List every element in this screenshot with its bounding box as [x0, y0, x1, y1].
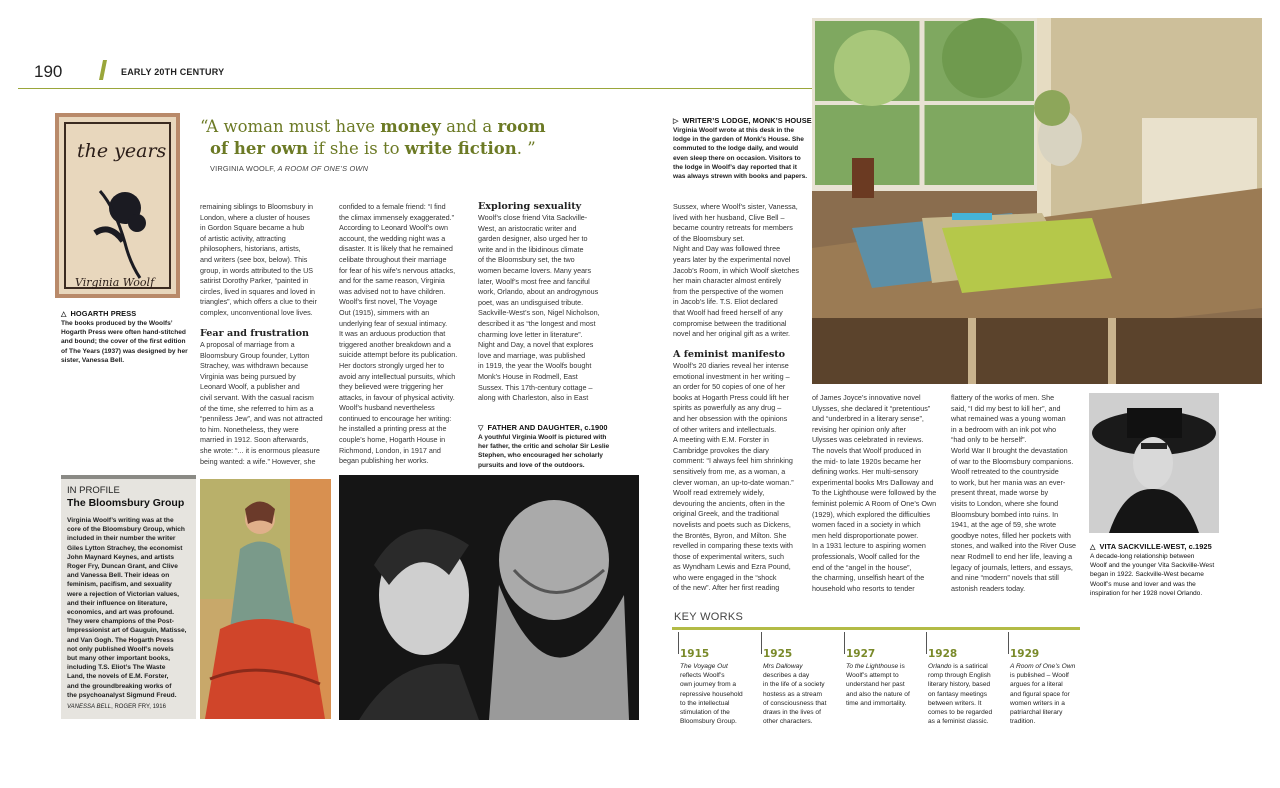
vanessa-bell-painting	[200, 479, 331, 719]
kw-item-1929: A Room of One’s Own is published – Woolf argues for a literal and figural space for women writers in a patriarchal literary tradition.	[1010, 663, 1076, 726]
cover-title: the years	[77, 140, 167, 162]
triangle-right-icon: ▷	[673, 118, 679, 125]
col6-text: flattery of the works of men. She said, “I did my best to kill her”, and what remained was a young woman in a bedroom with an ink pot who “had only to be herself”. World War II brought the devastation of war to the Bloomsbury companions. Woolf retreated to the countryside to work, but her mania was an ever- present threat, made worse by visits to London, where she found Bloomsbury bombed into ruins. In 1941, at the age of 59, she wrote goodbye notes, filled her pockets with stones, and walked into the River Ouse near Rodmell to end her life, leaving a legacy of journals, letters, and essays, and nine “modern” novels that still astonish readers today.	[951, 393, 1077, 593]
kw-item-1928: Orlando is a satirical romp through English literary history, based on fantasy meetings between writers. It comes to be regarded as a feminist classic.	[928, 663, 993, 726]
father-and-daughter-photo	[339, 475, 639, 720]
col5-text: of James Joyce’s innovative novel Ulysses, she declared it “pretentious” and “underbred in a literary sense”, revising her opinion only after Ulysses was celebrated in reviews. The novels that Woolf produced in the mid- to late 1920s became her defining works. Her multi-sensory experimental books Mrs Dalloway and To the Lighthouse were followed by the feminist polemic A Room of One’s Own (1929), which explored the difficulties women faced in a society in which men held disproportionate power. In a 1931 lecture to aspiring women professionals, Woolf called for the end of the “angel in the house”, the charming, unselfish heart of the household who resorts to tender	[812, 393, 937, 593]
heading-fear-and-frustration: Fear and frustration	[200, 328, 309, 339]
kw-year-1927: 1927	[846, 648, 876, 660]
timeline-tick	[761, 632, 762, 654]
section-title: EARLY 20TH CENTURY	[121, 67, 225, 77]
kw-item-1925: Mrs Dalloway describes a day in the life of a society hostess as a stream of consciousness that draws in the lives of other characters.	[763, 663, 827, 726]
timeline-tick	[844, 632, 845, 654]
kw-year-1929: 1929	[1010, 648, 1040, 660]
timeline-tick	[678, 632, 679, 654]
vita-caption-body: A decade-long relationship between Woolf and the younger Vita Sackville-West began in 1922. Sackville-West became Woolf’s muse and lover and was the inspiration for her 1928 novel Orlando.	[1090, 553, 1215, 597]
profile-title: The Bloomsbury Group	[67, 497, 185, 509]
profile-body: Virginia Woolf’s writing was at the core of the Bloomsbury Group, which included in their number the writer Giles Lytton Strachey, the economist John Maynard Keynes, and artists Roger Fry, Duncan Grant, and Clive and Vanessa Bell. Their ideas on feminism, pacifism, and sexuality were a rejection of Victorian values, and their influence on literature, economics, and art was profound. They were champions of the Post- Impressionist art of Gauguin, Matisse, and Van Gogh. The Hogarth Press not only published Woolf’s novels but many other important books, including T.S. Eliot’s The Waste Land, the novels of E.M. Forster, and the groundbreaking works of the psychoanalyst Sigmund Freud.	[67, 517, 187, 699]
profile-label: IN PROFILE	[67, 485, 120, 496]
kw-year-1928: 1928	[928, 648, 958, 660]
hogarth-caption-title: △ HOGARTH PRESS	[61, 309, 137, 318]
key-works-rule	[672, 627, 1080, 630]
vita-sackville-west-photo	[1089, 393, 1219, 533]
triangle-up-icon: △	[1090, 544, 1096, 551]
col1-para1: remaining siblings to Bloomsbury in London, where a cluster of houses in Gordon Square became a hub of artistic activity, attracting philosophers, historians, artists, and writers (see box, below). This group, in words attributed to the US satirist Dorothy Parker, “painted in circles, lived in squares and loved in triangles”, which offers a clue to their complex, unconventional love lives.	[200, 202, 317, 317]
father-caption-title: ▽ FATHER AND DAUGHTER, c.1900	[478, 423, 608, 432]
timeline-tick	[926, 632, 927, 654]
father-caption-body: A youthful Virginia Woolf is pictured with her father, the critic and scholar Sir Leslie Stephen, who encouraged her scholarly pursuits and love of the outdoors.	[478, 434, 610, 469]
col4-para2: Woolf’s 20 diaries reveal her intense emotional investment in her writing – an order for 50 copies of one of her books at Hogarth Press could lift her spirits as powerfully as any drug – and her obsession with the opinions of other writers and intellectuals. A meeting with E.M. Forster in Cambridge provokes the diary comment: “I always feel him shrinking sensitively from me, as a woman, a clever woman, an up-to-date woman.” Woolf read extremely widely, devouring the ancients, often in the original Greek, and the traditional novelists and poets such as Dickens, the Brontës, Byron, and Milton. She revelled in comparing these texts with those of experimental writers, such as Wyndham Lewis and Ezra Pound, who were engaged in the “shock of the new”. After her first reading	[673, 361, 794, 593]
col1-para2: A proposal of marriage from a Bloomsbury Group founder, Lytton Strachey, was withdrawn because Virginia was being pursued by Leonard Woolf, a publisher and civil servant. With the casual racism of the time, she referred to him as a “penniless Jew”, and was not attracted to him. Nonetheless, they were married in 1912. Soon afterwards, she wrote: “... it is enormous pleasure being wanted: a wife.” However, she	[200, 340, 323, 466]
pull-quote: “A woman must have money and a room of her own if she is to write fiction. ”	[200, 117, 546, 158]
heading-exploring-sexuality: Exploring sexuality	[478, 201, 582, 212]
lodge-caption-title: ▷ WRITER’S LODGE, MONK’S HOUSE	[673, 116, 812, 125]
kw-year-1925: 1925	[763, 648, 793, 660]
timeline-tick	[1008, 632, 1009, 654]
kw-item-1915: The Voyage Out reflects Woolf’s own journey from a repressive household to the intellectual stimulation of the Bloomsbury Group.	[680, 663, 743, 726]
triangle-up-icon: △	[61, 311, 67, 318]
heading-a-feminist-manifesto: A feminist manifesto	[673, 349, 786, 360]
profile-caption: VANESSA BELL, ROGER FRY, 1916	[67, 704, 166, 710]
writers-lodge-photo	[812, 18, 1262, 384]
kw-item-1927: To the Lighthouse is Woolf’s attempt to understand her past and also the nature of time and immortality.	[846, 663, 910, 707]
cover-author: Virginia Woolf	[75, 276, 155, 289]
the-years-book-cover	[55, 113, 180, 298]
col4-para1: Sussex, where Woolf’s sister, Vanessa, lived with her husband, Clive Bell – became country retreats for members of the Bloomsbury set. Night and Day was followed three years later by the experimental novel Jacob’s Room, in which Woolf sketches her main character almost entirely from the perspective of the women in Jacob’s life. T.S. Eliot declared that Woolf had freed herself of any compromise between the traditional novel and her original gift as a writer.	[673, 202, 799, 339]
triangle-down-icon: ▽	[478, 425, 484, 432]
quote-attribution: VIRGINIA WOOLF, A ROOM OF ONE’S OWN	[210, 164, 369, 173]
kw-year-1915: 1915	[680, 648, 710, 660]
key-works-title: KEY WORKS	[674, 611, 744, 623]
lodge-caption-body: Virginia Woolf wrote at this desk in the lodge in the garden of Monk’s House. She commuted to the lodge daily, and would even sleep there on occasion. Visitors to the lodge in Woolf’s day reported that it was always strewn with books and papers.	[673, 127, 808, 181]
page-number: 190	[34, 62, 63, 81]
header-rule	[18, 88, 813, 89]
hogarth-caption-body: The books produced by the Woolfs’ Hogarth Press were often hand-stitched and bound; the cover of the first edition of The Years (1937) was designed by her sister, Vanessa Bell.	[61, 320, 188, 364]
col3-text: Woolf’s close friend Vita Sackville- West, an aristocratic writer and garden designer, also urged her to write and in the libidinous climate of the Bloomsbury set, the two women became lovers. Many years later, Woolf’s most free and fanciful work, Orlando, about an androgynous poet, was an undisguised tribute. Sackville-West’s son, Nigel Nicholson, described it as “the longest and most charming love letter in literature”. Night and Day, a novel that explores love and marriage, was published in 1919, the year the Woolfs bought Monk’s House in Rodmell, East Sussex. This 17th-century cottage – along with Charleston, also in East	[478, 213, 600, 403]
vita-caption-title: △ VITA SACKVILLE-WEST, c.1925	[1090, 542, 1212, 551]
col2-text: confided to a female friend: “I find the climax immensely exaggerated.” According to Leonard Woolf’s own account, the wedding night was a disaster. It is likely that he remained celibate throughout their marriage for fear of his wife’s nervous attacks, and for the same reason, Virginia was advised not to have children. Woolf’s first novel, The Voyage Out (1915), simmers with an underlying fear of sexual intimacy. It was an arduous production that triggered another breakdown and a suicide attempt before its publication. Her doctors strongly urged her to avoid any intellectual pursuits, which they believed were triggering her attacks, in favour of physical activity. Woolf’s husband nevertheless continued to encourage her writing: he installed a printing press at the couple’s home, Hogarth House in Richmond, London, in 1917 and began publishing her works.	[339, 202, 458, 466]
slash-divider-icon	[99, 60, 107, 80]
